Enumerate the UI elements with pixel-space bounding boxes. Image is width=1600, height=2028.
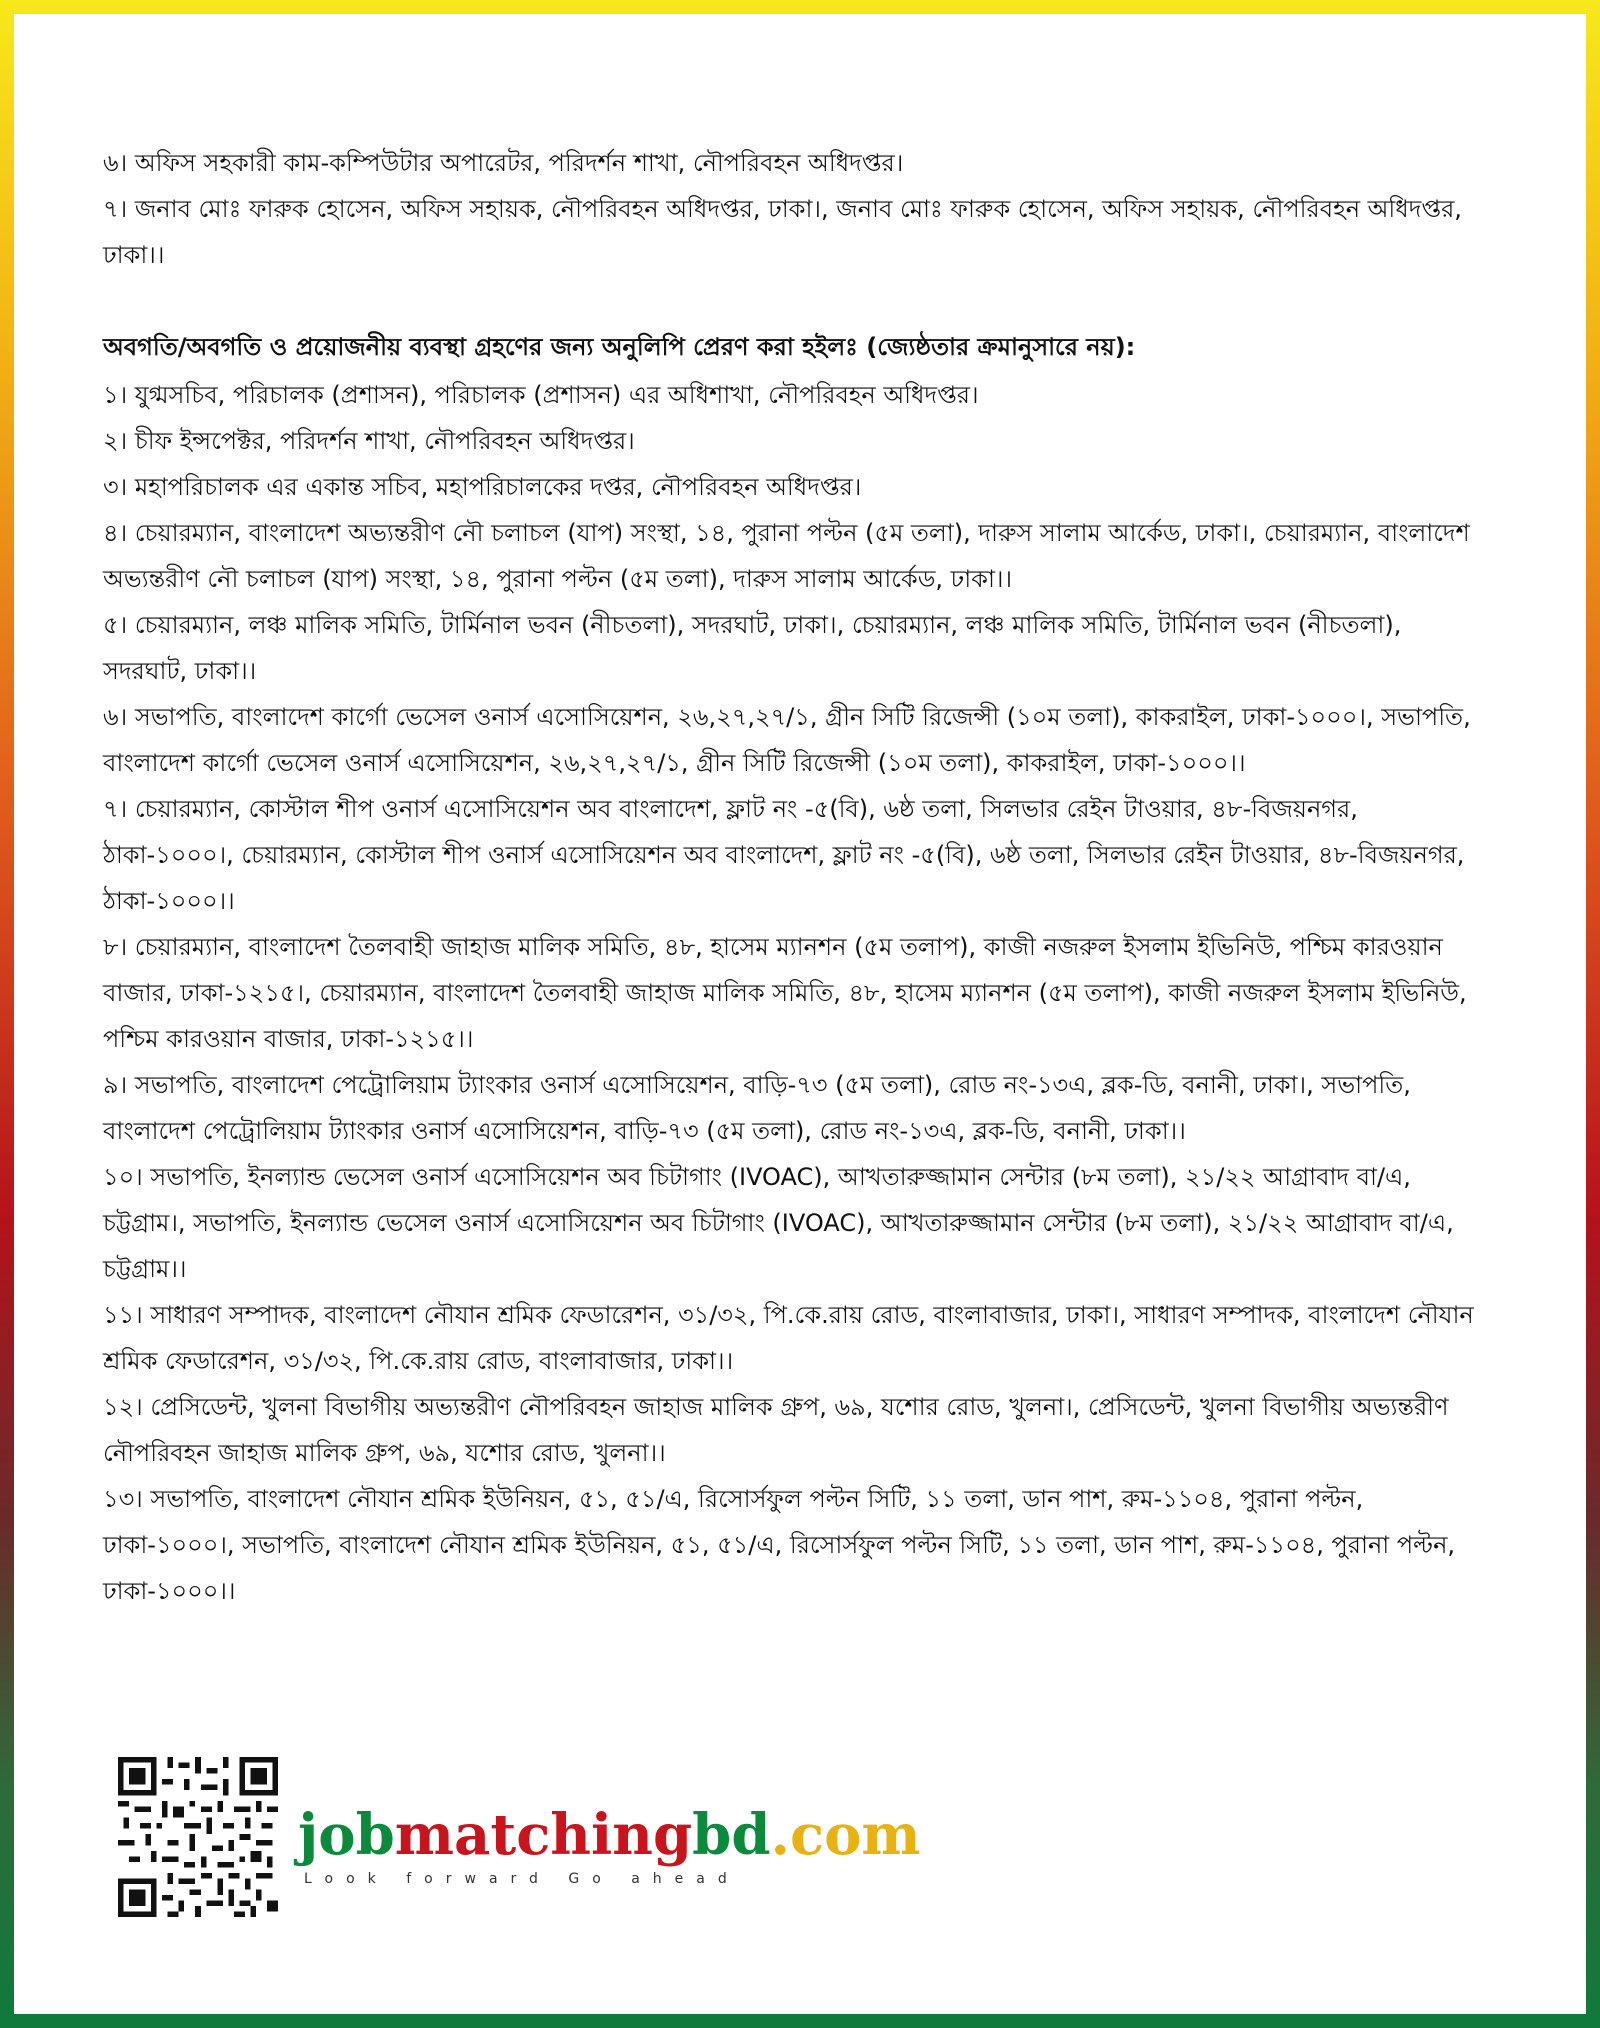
cc-item: ১১। সাধারণ সম্পাদক, বাংলাদেশ নৌযান শ্রমিক ফেডারেশন, ৩১/৩২, পি.কে.রায় রোড, বাংলাবাজার, ঢাকা।, সাধারণ সম্পাদক, বাংলাদেশ নৌযান শ্রমিক ফেডারেশন, ৩১/৩২, পি.কে.রায় রোড, বাংলাবাজার, ঢাকা।। bbox=[103, 1301, 1474, 1375]
logo-part-job: job bbox=[298, 1802, 395, 1868]
intro-item: ৬। অফিস সহকারী কাম-কম্পিউটার অপারেটর, পরিদর্শন শাখা, নৌপরিবহন অধিদপ্তর। bbox=[103, 149, 904, 177]
cc-item: ৪। চেয়ারম্যান, বাংলাদেশ অভ্যন্তরীণ নৌ চলাচল (যাপ) সংস্থা, ১৪, পুরানা পল্টন (৫ম তলা), দারুস সালাম আর্কেড, ঢাকা।, চেয়ারম্যান, বাংলাদেশ অভ্যন্তরীণ নৌ চলাচল (যাপ) সংস্থা, ১৪, পুরানা পল্টন (৫ম তলা), দারুস সালাম আর্কেড, ঢাকা।। bbox=[103, 519, 1470, 593]
cc-item: ২। চীফ ইন্সপেক্টর, পরিদর্শন শাখা, নৌপরিবহন অধিদপ্তর। bbox=[103, 427, 635, 455]
cc-item: ৮। চেয়ারম্যান, বাংলাদেশ তৈলবাহী জাহাজ মালিক সমিতি, ৪৮, হাসেম ম্যানশন (৫ম তলাপ), কাজী নজরুল ইসলাম ইভিনিউ, পশ্চিম কারওয়ান বাজার, ঢাকা-১২১৫।, চেয়ারম্যান, বাংলাদেশ তৈলবাহী জাহাজ মালিক সমিতি, ৪৮, হাসেম ম্যানশন (৫ম তলাপ), কাজী নজরুল ইসলাম ইভিনিউ, পশ্চিম কারওয়ান বাজার, ঢাকা-১২১৫।। bbox=[103, 933, 1467, 1053]
document-body bbox=[103, 140, 1483, 1614]
cc-item: ১। যুগ্মসচিব, পরিচালক (প্রশাসন), পরিচালক (প্রশাসন) এর অধিশাখা, নৌপরিবহন অধিদপ্তর। bbox=[103, 381, 979, 409]
footer bbox=[118, 1757, 921, 1917]
cc-item: ১৩। সভাপতি, বাংলাদেশ নৌযান শ্রমিক ইউনিয়ন, ৫১, ৫১/এ, রিসোর্সফুল পল্টন সিটি, ১১ তলা, ডান পাশ, রুম-১১০৪, পুরানা পল্টন, ঢাকা-১০০০।, সভাপতি, বাংলাদেশ নৌযান শ্রমিক ইউনিয়ন, ৫১, ৫১/এ, রিসোর্সফুল পল্টন সিটি, ১১ তলা, ডান পাশ, রুম-১১০৪, পুরানা পল্টন, ঢাকা-১০০০।। bbox=[103, 1485, 1456, 1605]
cc-heading: অবগতি/অবগতি ও প্রয়োজনীয় ব্যবস্থা গ্রহণের জন্য অনুলিপি প্রেরণ করা হইলঃ (জ্যেষ্ঠতার ক্রমানুসারে নয়): bbox=[103, 333, 1136, 361]
qr-code-icon[interactable] bbox=[118, 1757, 278, 1917]
cc-item: ৭। চেয়ারম্যান, কোস্টাল শীপ ওনার্স এসোসিয়েশন অব বাংলাদেশ, ফ্লাট নং -৫(বি), ৬ষ্ঠ তলা, সিলভার রেইন টাওয়ার, ৪৮-বিজয়নগর, ঠাকা-১০০০।, চেয়ারম্যান, কোস্টাল শীপ ওনার্স এসোসিয়েশন অব বাংলাদেশ, ফ্লাট নং -৫(বি), ৬ষ্ঠ তলা, সিলভার রেইন টাওয়ার, ৪৮-বিজয়নগর, ঠাকা-১০০০।। bbox=[103, 795, 1465, 915]
spacer bbox=[103, 278, 1483, 324]
cc-item: ৯। সভাপতি, বাংলাদেশ পেট্রোলিয়াম ট্যাংকার ওনার্স এসোসিয়েশন, বাড়ি-৭৩ (৫ম তলা), রোড নং-১৩এ, ব্লক-ডি, বনানী, ঢাকা।, সভাপতি, বাংলাদেশ পেট্রোলিয়াম ট্যাংকার ওনার্স এসোসিয়েশন, বাড়ি-৭৩ (৫ম তলা), রোড নং-১৩এ, ব্লক-ডি, বনানী, ঢাকা।। bbox=[103, 1071, 1411, 1145]
cc-item: ৩। মহাপরিচালক এর একান্ত সচিব, মহাপরিচালকের দপ্তর, নৌপরিবহন অধিদপ্তর। bbox=[103, 473, 862, 501]
logo-part-matching: matching bbox=[394, 1802, 693, 1868]
logo-part-com: .com bbox=[770, 1802, 921, 1868]
cc-item: ১০। সভাপতি, ইনল্যান্ড ভেসেল ওনার্স এসোসিয়েশন অব চিটাগাং (IVOAC), আখতারুজ্জামান সেন্টার (৮ম তলা), ২১/২২ আগ্রাবাদ বা/এ, চট্টগ্রাম।, সভাপতি, ইনল্যান্ড ভেসেল ওনার্স এসোসিয়েশন অব চিটাগাং (IVOAC), আখতারুজ্জামান সেন্টার (৮ম তলা), ২১/২২ আগ্রাবাদ বা/এ, চট্টগ্রাম।। bbox=[103, 1163, 1454, 1283]
cc-item: ৫। চেয়ারম্যান, লঞ্চ মালিক সমিতি, টার্মিনাল ভবন (নীচতলা), সদরঘাট, ঢাকা।, চেয়ারম্যান, লঞ্চ মালিক সমিতি, টার্মিনাল ভবন (নীচতলা), সদরঘাট, ঢাকা।। bbox=[103, 611, 1402, 685]
cc-item: ১২। প্রেসিডেন্ট, খুলনা বিভাগীয় অভ্যন্তরীণ নৌপরিবহন জাহাজ মালিক গ্রুপ, ৬৯, যশোর রোড, খুলনা।, প্রেসিডেন্ট, খুলনা বিভাগীয় অভ্যন্তরীণ নৌপরিবহন জাহাজ মালিক গ্রুপ, ৬৯, যশোর রোড, খুলনা।। bbox=[103, 1393, 1449, 1467]
site-logo[interactable] bbox=[298, 1802, 921, 1868]
cc-item: ৬। সভাপতি, বাংলাদেশ কার্গো ভেসেল ওনার্স এসোসিয়েশন, ২৬,২৭,২৭/১, গ্রীন সিটি রিজেন্সী (১০ম তলা), কাকরাইল, ঢাকা-১০০০।, সভাপতি, বাংলাদেশ কার্গো ভেসেল ওনার্স এসোসিয়েশন, ২৬,২৭,২৭/১, গ্রীন সিটি রিজেন্সী (১০ম তলা), কাকরাইল, ঢাকা-১০০০।। bbox=[103, 703, 1471, 777]
logo-part-bd: bd bbox=[692, 1802, 771, 1868]
logo-tagline: Look forward Go ahead bbox=[304, 1871, 740, 1887]
intro-item: ৭। জনাব মোঃ ফারুক হোসেন, অফিস সহায়ক, নৌপরিবহন অধিদপ্তর, ঢাকা।, জনাব মোঃ ফারুক হোসেন, অফিস সহায়ক, নৌপরিবহন অধিদপ্তর, ঢাকা।। bbox=[103, 195, 1462, 269]
